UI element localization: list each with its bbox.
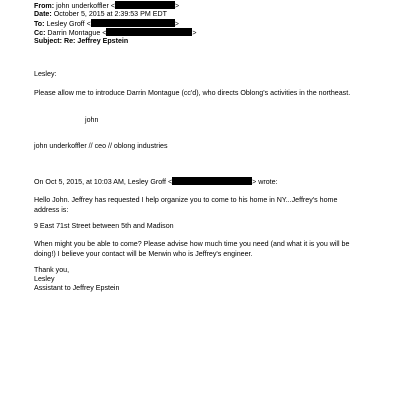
quoted-paragraph-2: When might you be able to come? Please advise how much time you need (and what it is you will be doing!) I believe your contact will be Merwin who is Jeffrey's engineer.: [34, 240, 350, 258]
from-name: john underkoffler: [56, 2, 109, 10]
quoted-intro: [34, 177, 278, 188]
from-close-bracket: >: [174, 2, 180, 10]
quoted-address: 9 East 71st Street between 5th and Madison: [34, 222, 174, 230]
subject-value: Re: Jeffrey Epstein: [63, 37, 129, 45]
to-close-bracket: >: [174, 20, 179, 28]
date-value: October 5, 2015 at 2:39:53 PM EDT: [53, 10, 167, 18]
quoted-name: Lesley: [34, 275, 55, 283]
redaction-bar: [115, 1, 175, 9]
to-open-bracket: <: [86, 20, 91, 28]
redaction-bar: [172, 177, 252, 185]
to-name: Lesley Groff: [46, 20, 85, 28]
from-label: From:: [34, 2, 55, 10]
intro-open-bracket: <: [167, 178, 173, 186]
quoted-intro-suffix: wrote:: [256, 178, 278, 186]
date-label: Date:: [34, 10, 52, 18]
signature: john underkoffler // ceo // oblong industries: [34, 142, 168, 150]
quoted-closing: Thank you,: [34, 266, 70, 274]
intro-close-bracket: >: [252, 178, 257, 186]
redaction-bar: [106, 28, 192, 36]
redaction-bar: [91, 19, 175, 27]
date-line: [34, 10, 167, 19]
cc-close-bracket: >: [192, 29, 197, 37]
from-open-bracket: <: [110, 2, 115, 10]
subject-line: [34, 37, 128, 46]
quoted-paragraph-1: Hello John. Jeffrey has requested I help organize you to come to his home in NY...Jeffrey's home address is:: [34, 196, 338, 214]
email-page: [34, 0, 374, 400]
greeting: Lesley:: [34, 70, 57, 78]
cc-label: Cc:: [34, 29, 46, 37]
cc-name: Darrin Montague: [47, 29, 101, 37]
quoted-intro-prefix: On Oct 5, 2015, at 10:03 AM, Lesley Groff: [34, 178, 168, 186]
quoted-title: Assistant to Jeffrey Epstein: [34, 284, 120, 292]
signoff-name: john: [85, 116, 99, 124]
cc-open-bracket: <: [102, 29, 107, 37]
to-label: To:: [34, 20, 45, 28]
reply-body: Please allow me to introduce Darrin Montague (cc'd), who directs Oblong's activities in the northeast.: [34, 89, 351, 97]
subject-label: Subject:: [34, 37, 62, 45]
